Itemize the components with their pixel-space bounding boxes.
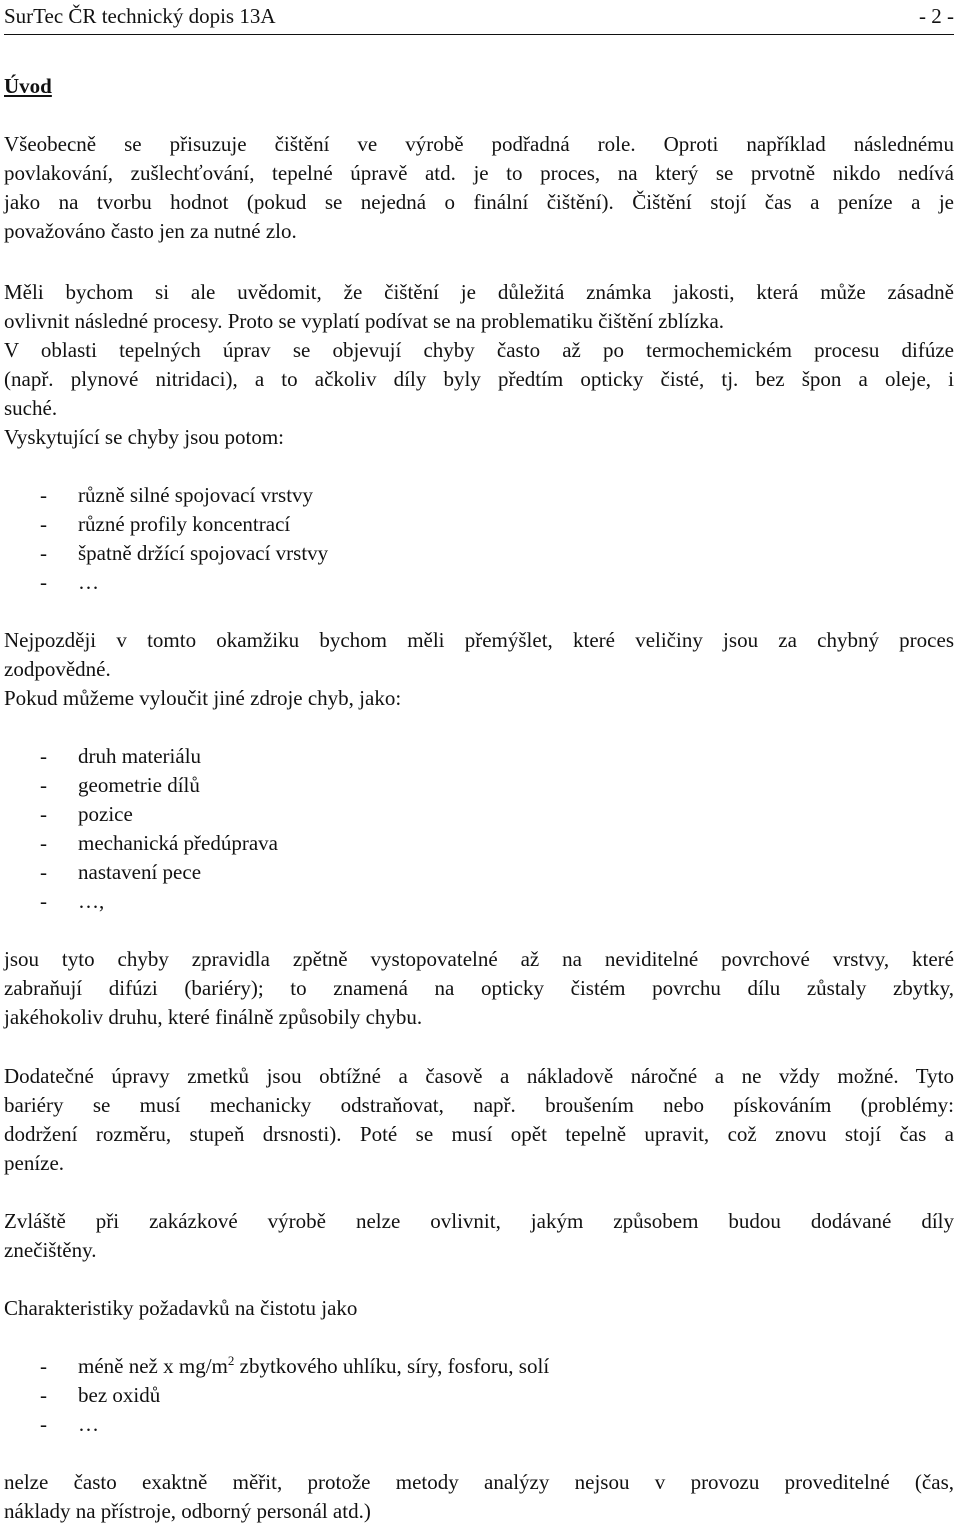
list-item: - méně než x $mg/m^2$ zbytkového uhlíku, síry, fosforu, solí (40, 1353, 550, 1378)
list-item: - mechanická předúprava (40, 831, 278, 855)
text-line: Všeobecně se přisuzuje čištění ve výrobě podřadná role. Oproti například následnému (4, 132, 954, 156)
paragraph-barriers (4, 945, 954, 1032)
paragraph-intro (4, 130, 954, 246)
list-item: - různé profily koncentrací (40, 512, 291, 536)
text-line: Dodatečné úpravy zmetků jsou obtížné a časově a nákladově náročné a ne vždy možné. Tyto (4, 1064, 954, 1088)
text-line: jsou tyto chyby zpravidla zpětně vystopovatelné až na neviditelné povrchové vrstvy, které (4, 947, 954, 971)
text-line: jako na tvorbu hodnot (pokud se nejedná o finální čištění). Čištění stojí čas a peníze a je (4, 190, 954, 214)
text-line: ovlivnit následné procesy. Proto se vyplatí podívat se na problematiku čištění zblízka. (4, 309, 725, 333)
text-line: nelze často exaktně měřit, protože metody analýzy nejsou v provozu proveditelné (čas, (4, 1470, 954, 1494)
text-line: Vyskytující se chyby jsou potom: (4, 425, 284, 449)
text-line: jakéhokoliv druhu, které finálně způsobily chybu. (4, 1005, 423, 1029)
text-line: Charakteristiky požadavků na čistotu jako (4, 1296, 358, 1320)
text-line: znečištěny. (4, 1238, 97, 1262)
list-item: - druh materiálu (40, 744, 202, 768)
text-line: považováno často jen za nutné zlo. (4, 219, 297, 243)
list-item: - geometrie dílů (40, 773, 200, 797)
text-line: zodpovědné. (4, 657, 111, 681)
text-line: suché. (4, 396, 58, 420)
text-line: V oblasti tepelných úprav se objevují chyby často až po termochemickém procesu difúze (4, 338, 954, 362)
text-line: bariéry se musí mechanicky odstraňovat, např. broušením nebo pískováním (problémy: (4, 1093, 954, 1117)
paragraph-requirements (4, 1294, 954, 1323)
text-line: Pokud můžeme vyloučit jiné zdroje chyb, jako: (4, 686, 402, 710)
text-line: Zvláště při zakázkové výrobě nelze ovlivnit, jakým způsobem budou dodávané díly (4, 1209, 954, 1233)
document-title: SurTec ČR technický dopis 13A (4, 4, 276, 28)
paragraph-measurement (4, 1468, 954, 1526)
text-line: Měli bychom si ale uvědomit, že čištění je důležitá známka jakosti, která může zásadně (4, 280, 954, 304)
page-number: - 2 - (919, 4, 954, 28)
text-line: dodržení rozměru, stupeň drsnosti). Poté se musí opět tepelně upravit, což znovu stojí čas a (4, 1122, 954, 1146)
page-header (4, 2, 954, 35)
paragraph-quality (4, 278, 954, 452)
paragraph-rework (4, 1062, 954, 1178)
list-item: - …, (40, 889, 105, 913)
text-line: náklady na přístroje, odborný personál atd.) (4, 1499, 371, 1523)
paragraph-causes (4, 626, 954, 713)
text-line: peníze. (4, 1151, 65, 1175)
list-item: - bez oxidů (40, 1383, 161, 1407)
paragraph-contract (4, 1207, 954, 1265)
list-item: - … (40, 1412, 99, 1436)
superscript: 2 (227, 1353, 235, 1368)
list-item: - … (40, 570, 99, 594)
text-line: povlakování, zušlechťování, tepelné úpravě atd. je to proces, na který se prvotně nikdo nedívá (4, 161, 954, 185)
list-item: - špatně držící spojovací vrstvy (40, 541, 329, 565)
section-heading: Úvod (4, 74, 52, 98)
list-item: - pozice (40, 802, 133, 826)
text-line: (např. plynové nitridaci), a to ačkoliv díly byly předtím opticky čisté, tj. bez špon a oleje, i (4, 367, 954, 391)
list-item: - nastavení pece (40, 860, 202, 884)
text-line: zabraňují difúzi (bariéry); to znamená na opticky čistém povrchu dílu zůstaly zbytky, (4, 976, 954, 1000)
list-item: - různě silné spojovací vrstvy (40, 483, 314, 507)
text-line: Nejpozději v tomto okamžiku bychom měli přemýšlet, které veličiny jsou za chybný proces (4, 628, 954, 652)
